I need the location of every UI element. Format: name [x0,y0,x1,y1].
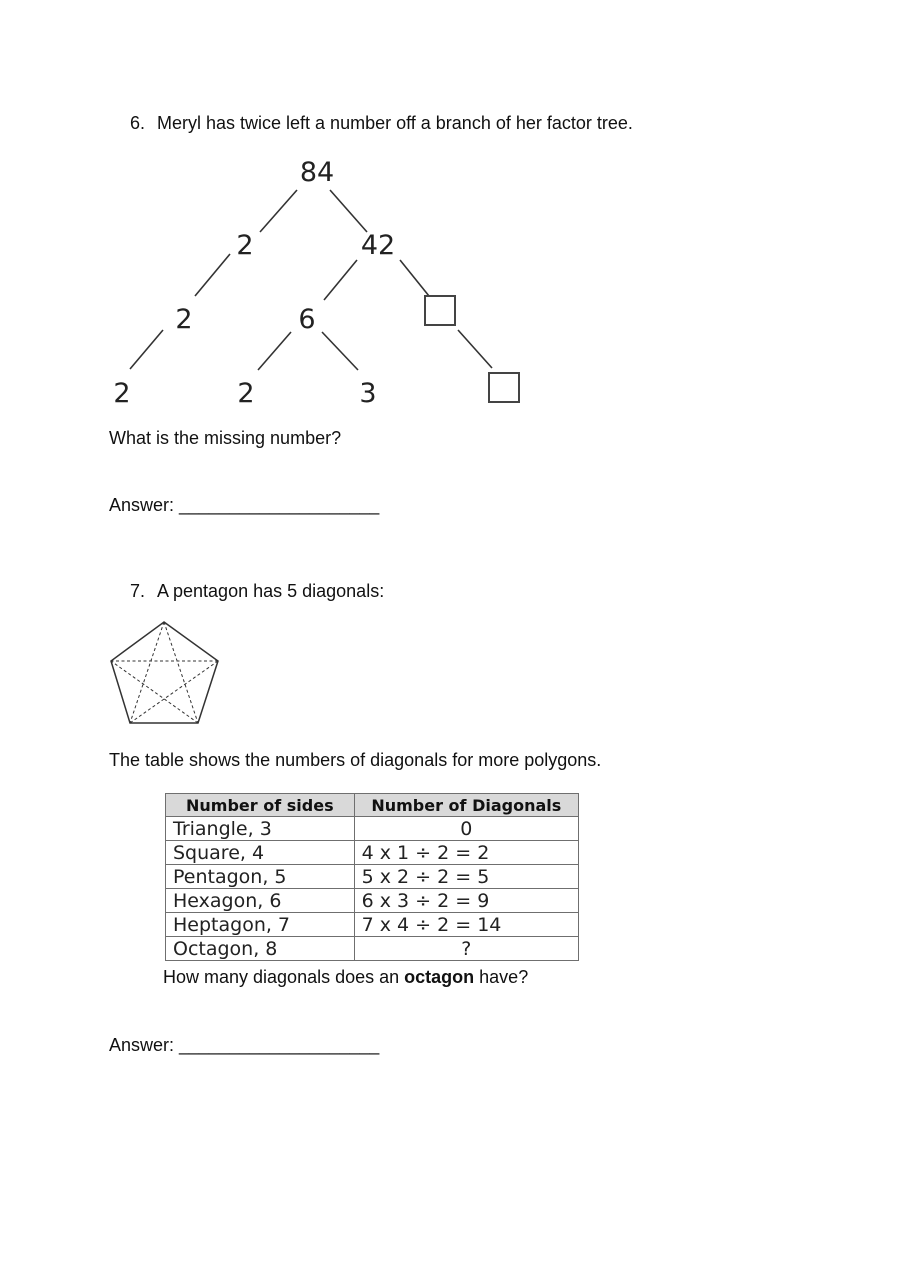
q7-number: 7. [130,581,146,601]
q7-intro: The table shows the numbers of diagonals for more polygons. [109,750,602,770]
table-row [166,913,579,937]
table-row [166,889,579,913]
missing-number-box-2 [489,373,519,402]
q7-question-pre: How many diagonals does an [163,967,405,987]
q7-prompt-text: A pentagon has 5 diagonals: [157,581,385,601]
header-number-of-diagonals: Number of Diagonals [354,794,578,817]
diagonals-cell: 0 [354,817,578,841]
branch-42-box [400,260,429,296]
branch-2-2 [195,254,230,296]
diagonals-cell: 7 x 4 ÷ 2 = 14 [354,913,578,937]
q7-prompt [130,580,384,602]
q7-answer-line: Answer: ____________________ [109,1035,380,1055]
polygon-cell: Square, 4 [166,841,355,865]
factor-tree [100,150,540,415]
q7-question-bold: octagon [404,967,475,987]
q6-prompt [130,112,633,134]
tree-root: 84 [299,157,335,188]
q7-question [163,966,528,988]
polygon-cell: Heptagon, 7 [166,913,355,937]
table-header-row [166,794,579,817]
diagonals-cell: 6 x 3 ÷ 2 = 9 [354,889,578,913]
missing-number-box-1 [425,296,455,325]
q6-answer-line: Answer: ____________________ [109,495,380,515]
diagonals-cell: 5 x 2 ÷ 2 = 5 [354,865,578,889]
tree-l2-a: 2 [175,304,193,335]
tree-l2-b: 6 [298,304,316,335]
tree-l3-a: 2 [113,378,131,409]
branch-84-2 [260,190,297,232]
polygon-cell: Hexagon, 6 [166,889,355,913]
polygon-cell: Octagon, 8 [166,937,355,961]
table-row [166,841,579,865]
branch-box-box [458,330,492,368]
tree-l1-left: 2 [236,230,254,261]
pentagon-diagram [108,618,223,728]
diagonals-table [165,793,579,961]
polygon-cell: Triangle, 3 [166,817,355,841]
polygon-cell: Pentagon, 5 [166,865,355,889]
branch-42-6 [324,260,357,300]
tree-l3-b: 2 [237,378,255,409]
header-number-of-sides: Number of sides [166,794,355,817]
branch-6-2 [258,332,291,370]
diagonals-cell: 4 x 1 ÷ 2 = 2 [354,841,578,865]
table-row [166,817,579,841]
branch-84-42 [330,190,367,232]
q6-question: What is the missing number? [109,428,342,448]
table-row [166,937,579,961]
pentagon-diagonals [111,622,218,723]
branch-2-2-bottom [130,330,163,369]
tree-l1-right: 42 [360,230,396,261]
table-row [166,865,579,889]
q6-prompt-text: Meryl has twice left a number off a branch of her factor tree. [157,113,633,133]
branch-6-3 [322,332,358,370]
q6-number: 6. [130,113,146,133]
q7-question-post: have? [474,967,529,987]
diagonals-cell: ? [354,937,578,961]
pentagon-outline [111,622,218,723]
tree-l3-c: 3 [359,378,377,409]
